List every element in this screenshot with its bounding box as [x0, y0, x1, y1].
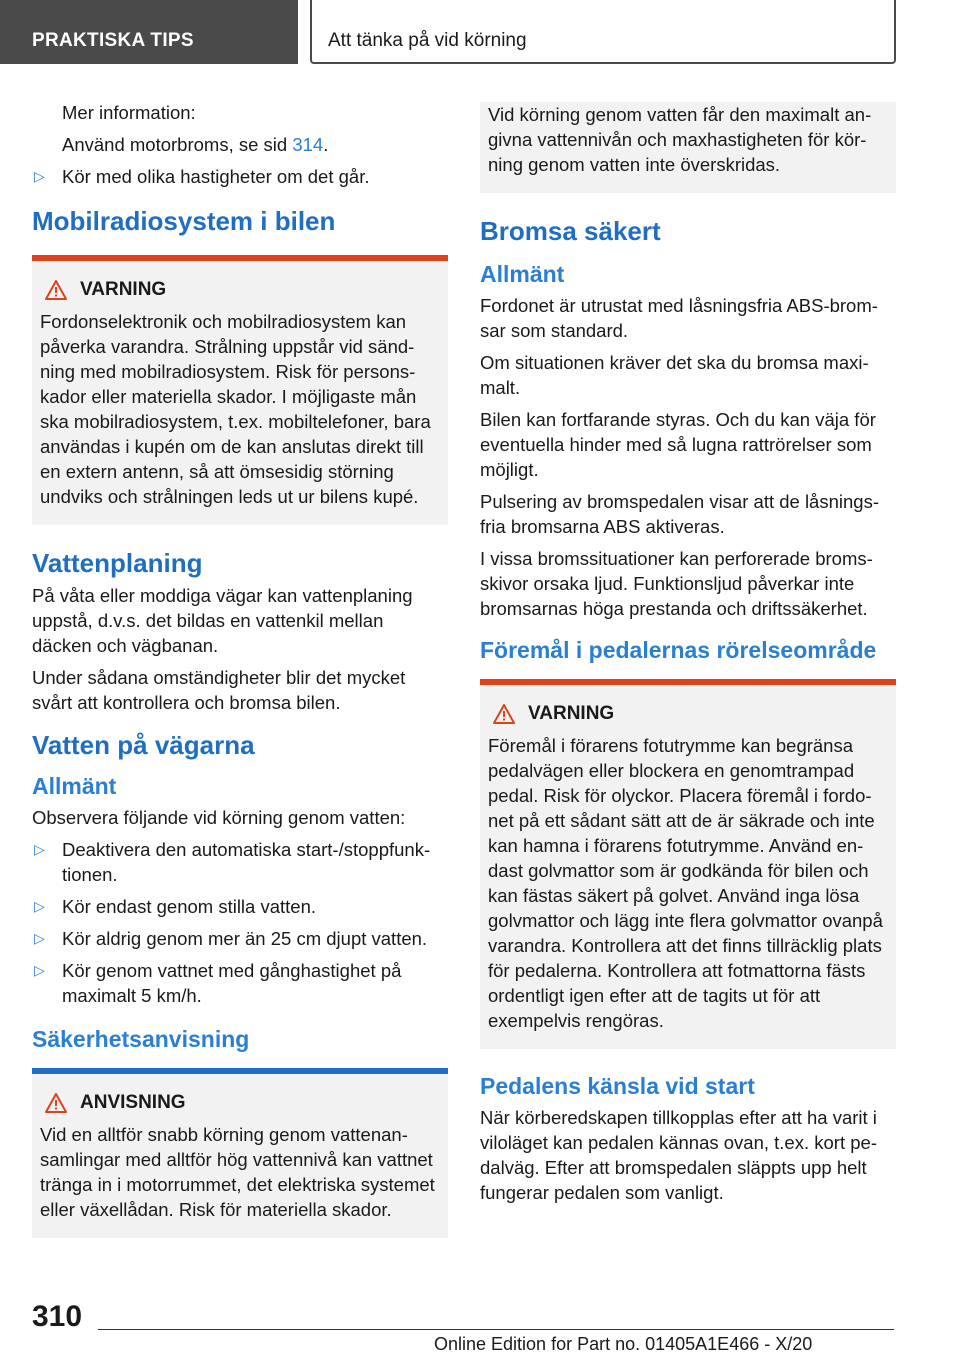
warning-box	[32, 255, 448, 525]
warning-title: VARNING	[488, 701, 888, 727]
triangle-bullet-icon: ▷	[34, 841, 45, 857]
paragraph: Bilen kan fortfarande styras. Och du kan väja för eventuella hinder med så lugna rattrörelser som möjligt.	[480, 409, 876, 480]
list-item: ▷ Kör endast genom stilla vatten.	[34, 896, 317, 917]
paragraph: Observera följande vid körning genom vatten:	[32, 807, 406, 828]
paragraph: När körberedskapen tillkopplas efter att ha varit i viloläget kan pedalen kännas ovan, t.ex. kort pedalväg. Efter att bromspedalen släppts upp helt fungerar pedalen som vanligt.	[480, 1107, 877, 1203]
paragraph: På våta eller moddiga vägar kan vattenplaning uppstå, d.v.s. det bildas en vattenkil mellan däcken och vägbanan.	[32, 585, 413, 656]
bullet-list	[32, 837, 448, 1008]
warning-text: Föremål i förarens fotutrymme kan begränsa pedalvägen eller blockera en genomtrampad pedal. Risk för olyckor. Placera föremål i fordonet på ett sådant sätt att de är säkrade och inte kan hamna i förarens fotutrymme. Använd endast golvmattor som är godkända för bilen och kan fästas säkert på golvet. Använd inga lösa golvmattor och lägg inte flera golvmattor ovanpå varandra. Kontrollera att det finns tillräcklig plats för pedalerna. Kontrollera att fotmattorna fästs ordentligt igen efter att de tagits ut för att exempelvis rengöras.	[488, 735, 883, 1031]
footer-divider	[98, 1329, 894, 1330]
paragraph: Under sådana omständigheter blir det mycket svårt att kontrollera och bromsa bilen.	[32, 667, 406, 713]
warning-title: VARNING	[40, 277, 440, 303]
paragraph: Om situationen kräver det ska du bromsa maximalt.	[480, 352, 869, 398]
triangle-bullet-icon: ▷	[34, 962, 45, 978]
heading-bromsa: Bromsa säkert	[480, 216, 661, 246]
paragraph: I vissa bromssituationer kan perforerade bromsskivor orsaka ljud. Funktionsljud påverkar inte bromsarnas höga prestanda och driftssäkerhet.	[480, 548, 873, 619]
triangle-bullet-icon: ▷	[34, 168, 45, 184]
left-column	[32, 100, 448, 1238]
chapter-title: Att tänka på vid körning	[328, 30, 527, 51]
note-box	[32, 1068, 448, 1238]
section-title: PRAKTISKA TIPS	[32, 30, 194, 51]
page-number: 310	[32, 1300, 83, 1333]
edition-text: Online Edition for Part no. 01405A1E466 - X/20	[434, 1334, 813, 1354]
note-text: Vid en alltför snabb körning genom vattenansamlingar med alltför hög vattennivå kan vattnet tränga in i motorrummet, det elektriska systemet eller växellådan. Risk för materiella skador.	[40, 1124, 435, 1220]
heading-allmant: Allmänt	[32, 773, 117, 799]
heading-vattenplaning: Vattenplaning	[32, 548, 203, 578]
heading-pedal: Pedalens känsla vid start	[480, 1073, 755, 1099]
section-tab	[0, 0, 298, 64]
list-item: ▷ Deaktivera den automatiska start-/stoppfunktionen.	[34, 839, 431, 885]
warning-triangle-icon	[44, 279, 68, 301]
note-text: Vid körning genom vatten får den maximalt angivna vattennivån och maxhastigheten för körning genom vatten inte överskridas.	[488, 104, 872, 175]
more-info-label: Mer information:	[62, 102, 196, 123]
note-box-continued	[480, 102, 896, 193]
bullet-list	[32, 164, 448, 189]
warning-text: Fordonselektronik och mobilradiosystem kan påverka varandra. Strålning uppstår vid sändning med mobilradiosystem. Risk för personskador eller materiella skador. I möjligaste mån ska mobilradiosystem, t.ex. mobiltelefoner, bara användas i kupén om de kan anslutas direkt till en extern antenn, så att ömsesidig störning undviks och strålningen leds ut ur bilens kupé.	[40, 311, 431, 507]
more-info-text: Använd motorbroms, se sid 314.	[62, 134, 329, 155]
paragraph: Fordonet är utrustat med låsningsfria ABS-bromsar som standard.	[480, 295, 878, 341]
list-item: ▷ Kör aldrig genom mer än 25 cm djupt vatten.	[34, 928, 428, 949]
paragraph: Pulsering av bromspedalen visar att de låsningsfria bromsarna ABS aktiveras.	[480, 491, 879, 537]
heading-foremal: Föremål i pedalernas rörelseområde	[480, 637, 877, 663]
list-item: ▷ Kör genom vattnet med gånghastighet på maximalt 5 km/h.	[34, 960, 402, 1006]
warning-triangle-icon	[44, 1092, 68, 1114]
triangle-bullet-icon: ▷	[34, 930, 45, 946]
chapter-tab	[310, 0, 896, 64]
heading-sakerhet: Säkerhetsanvisning	[32, 1026, 250, 1052]
heading-mobilradio: Mobilradiosystem i bilen	[32, 206, 336, 236]
triangle-bullet-icon: ▷	[34, 898, 45, 914]
right-column	[480, 102, 896, 1212]
heading-vatten: Vatten på vägarna	[32, 730, 255, 760]
warning-box	[480, 679, 896, 1049]
page-link[interactable]: 314	[292, 134, 324, 155]
heading-allmant: Allmänt	[480, 261, 565, 287]
note-title: ANVISNING	[40, 1090, 440, 1116]
list-item: ▷ Kör med olika hastigheter om det går.	[34, 166, 370, 187]
warning-triangle-icon	[492, 703, 516, 725]
